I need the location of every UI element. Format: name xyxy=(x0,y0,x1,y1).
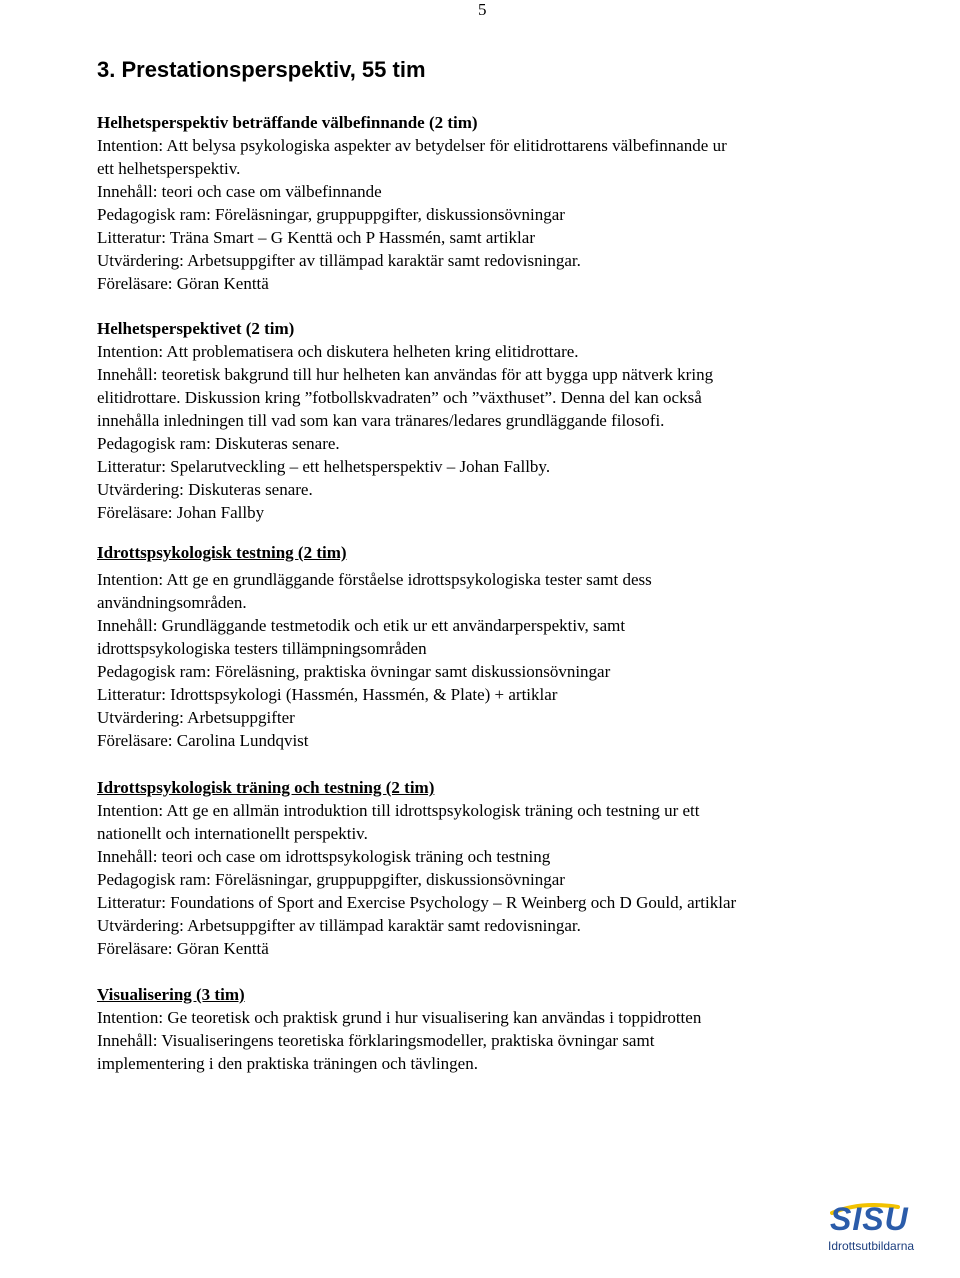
section-wellbeing xyxy=(97,111,877,295)
section-line: Intention: Att ge en allmän introduktion till idrottspsykologisk träning och testning ur ett xyxy=(97,801,700,820)
section-line: Intention: Att problematisera och diskutera helheten kring elitidrottare. xyxy=(97,342,579,361)
section-line: Innehåll: teori och case om välbefinnande xyxy=(97,182,382,201)
section-heading: Visualisering (3 tim) xyxy=(97,985,245,1004)
page-number: 5 xyxy=(478,0,487,19)
section-line: implementering i den praktiska träningen och tävlingen. xyxy=(97,1054,478,1073)
section-psych-testing xyxy=(97,541,877,752)
section-line: Innehåll: teoretisk bakgrund till hur helheten kan användas för att bygga upp nätverk kring xyxy=(97,365,714,384)
section-holistic xyxy=(97,317,877,524)
section-line: Litteratur: Spelarutveckling – ett helhetsperspektiv – Johan Fallby. xyxy=(97,457,551,476)
section-psych-training xyxy=(97,776,877,960)
chapter-title: 3. Prestationsperspektiv, 55 tim xyxy=(97,57,426,82)
section-line: Utvärdering: Arbetsuppgifter av tillämpad karaktär samt redovisningar. xyxy=(97,251,581,270)
section-heading: Idrottspsykologisk träning och testning (2 tim) xyxy=(97,778,435,797)
section-line: Pedagogisk ram: Föreläsningar, gruppuppgifter, diskussionsövningar xyxy=(97,205,565,224)
section-line: Pedagogisk ram: Föreläsningar, gruppuppgifter, diskussionsövningar xyxy=(97,870,565,889)
section-line: nationellt och internationellt perspektiv. xyxy=(97,824,368,843)
section-line: Litteratur: Foundations of Sport and Exercise Psychology – R Weinberg och D Gould, artiklar xyxy=(97,893,737,912)
section-line: användningsområden. xyxy=(97,593,247,612)
section-line: Utvärdering: Arbetsuppgifter av tillämpad karaktär samt redovisningar. xyxy=(97,916,581,935)
section-line: Intention: Ge teoretisk och praktisk grund i hur visualisering kan användas i toppidrotten xyxy=(97,1008,702,1027)
section-line: Innehåll: teori och case om idrottspsykologisk träning och testning xyxy=(97,847,551,866)
section-line: Litteratur: Träna Smart – G Kenttä och P Hassmén, samt artiklar xyxy=(97,228,535,247)
section-line: Innehåll: Grundläggande testmetodik och etik ur ett användarperspektiv, samt xyxy=(97,616,626,635)
section-line: Föreläsare: Carolina Lundqvist xyxy=(97,731,309,750)
section-line: Intention: Att belysa psykologiska aspekter av betydelser för elitidrottarens välbefinnande ur xyxy=(97,136,727,155)
section-heading: Helhetsperspektivet (2 tim) xyxy=(97,319,295,338)
section-line: Litteratur: Idrottspsykologi (Hassmén, Hassmén, & Plate) + artiklar xyxy=(97,685,558,704)
logo-wordmark: SISU xyxy=(830,1201,909,1237)
section-visualisation xyxy=(97,983,877,1075)
section-heading: Helhetsperspektiv beträffande välbefinnande (2 tim) xyxy=(97,113,478,132)
section-heading: Idrottspsykologisk testning (2 tim) xyxy=(97,543,347,562)
section-line: ett helhetsperspektiv. xyxy=(97,159,241,178)
section-line: innehålla inledningen till vad som kan vara tränares/ledares grundläggande filosofi. xyxy=(97,411,665,430)
section-line: Utvärdering: Arbetsuppgifter xyxy=(97,708,295,727)
section-line: Föreläsare: Johan Fallby xyxy=(97,503,265,522)
section-line: Föreläsare: Göran Kenttä xyxy=(97,274,269,293)
section-line: idrottspsykologiska testers tillämpningsområden xyxy=(97,639,427,658)
sisu-logo xyxy=(826,1203,946,1263)
section-line: Utvärdering: Diskuteras senare. xyxy=(97,480,313,499)
section-line: Innehåll: Visualiseringens teoretiska förklaringsmodeller, praktiska övningar samt xyxy=(97,1031,655,1050)
section-line: Pedagogisk ram: Diskuteras senare. xyxy=(97,434,340,453)
section-line: Föreläsare: Göran Kenttä xyxy=(97,939,269,958)
section-line: elitidrottare. Diskussion kring ”fotbollskvadraten” och ”växthuset”. Denna del kan också xyxy=(97,388,702,407)
section-line: Pedagogisk ram: Föreläsning, praktiska övningar samt diskussionsövningar xyxy=(97,662,611,681)
logo-subtitle: Idrottsutbildarna xyxy=(828,1239,915,1253)
section-line: Intention: Att ge en grundläggande förståelse idrottspsykologiska tester samt dess xyxy=(97,570,652,589)
